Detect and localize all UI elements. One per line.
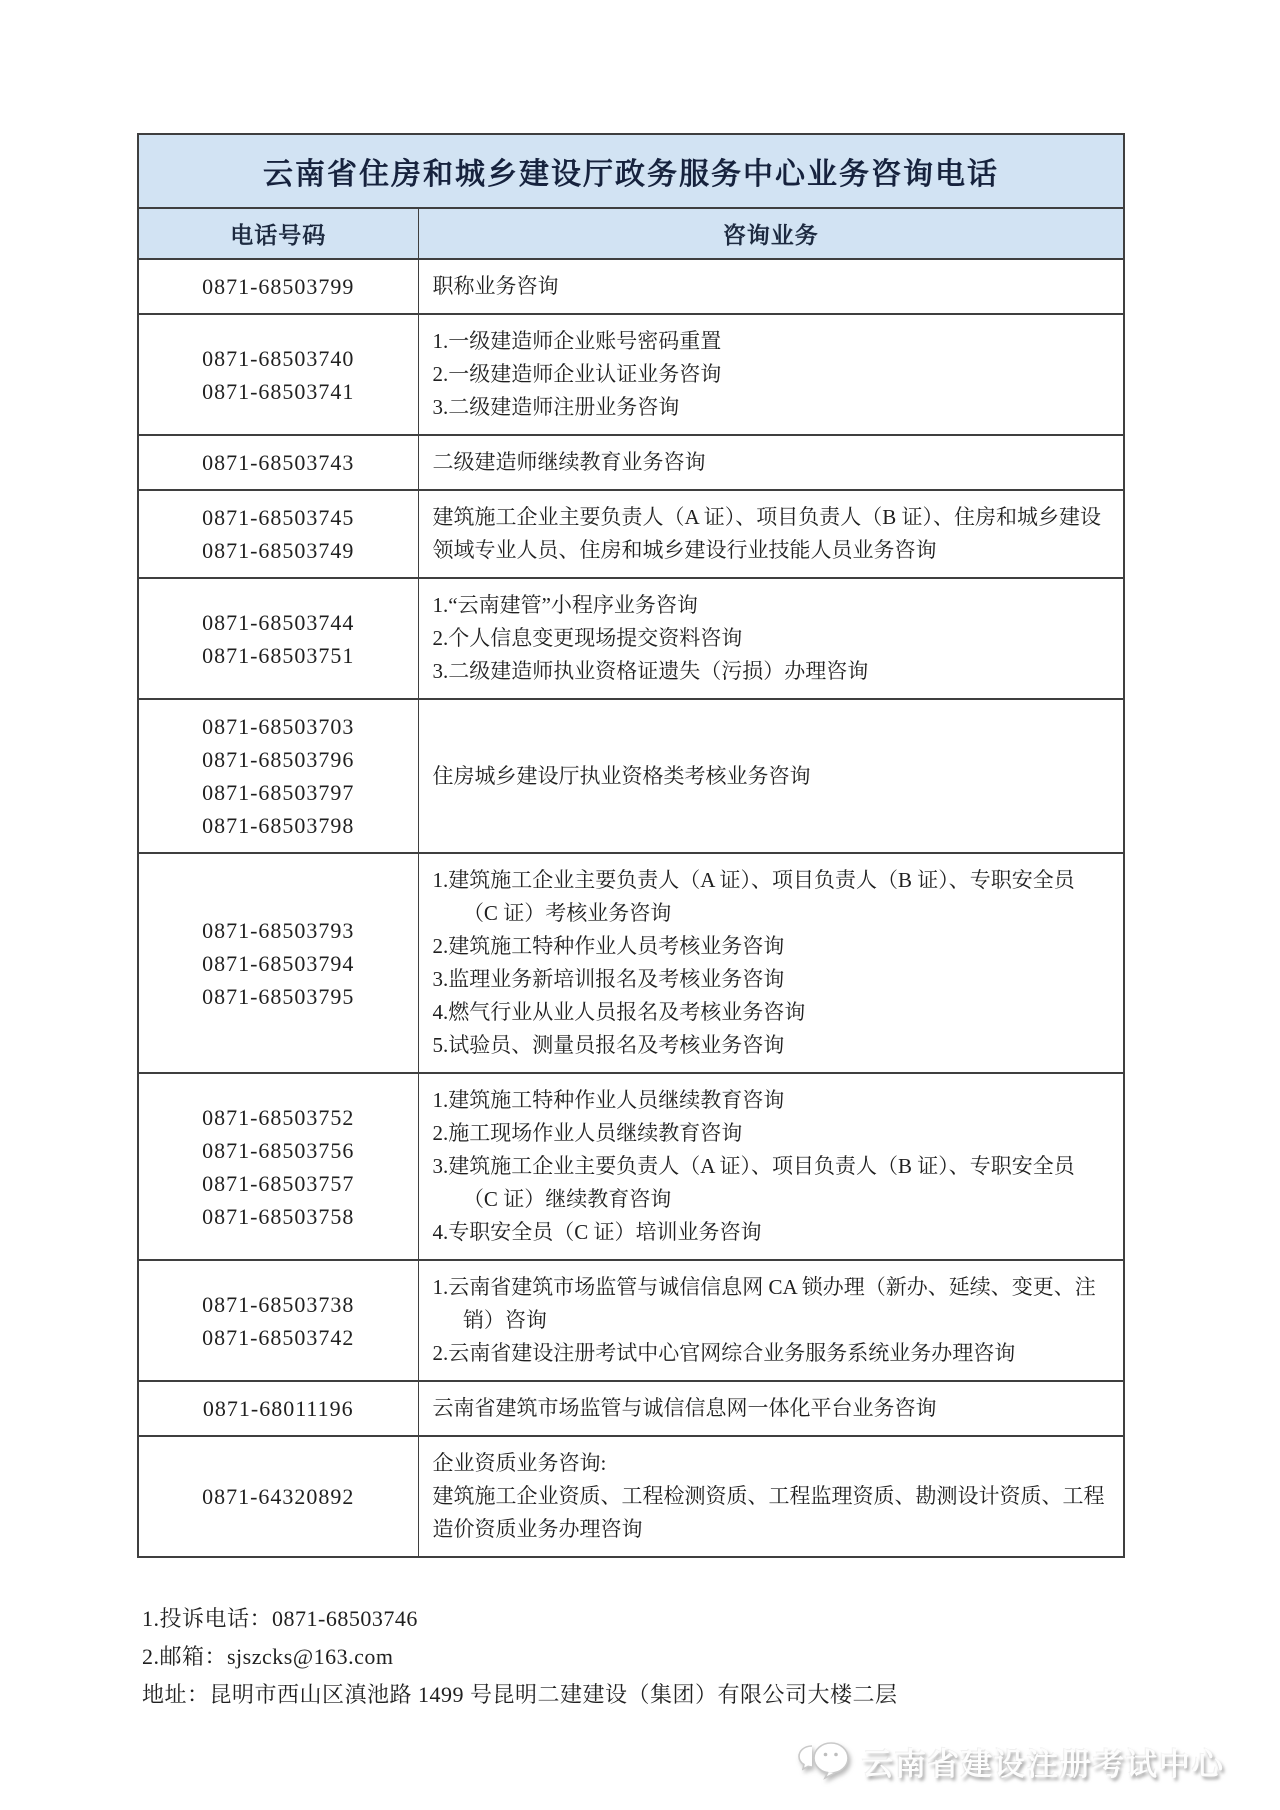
phone-cell: [138, 435, 418, 490]
service-description: 2.施工现场作业人员继续教育咨询: [432, 1121, 743, 1145]
table-title: 云南省住房和城乡建设厅政务服务中心业务咨询电话: [138, 134, 1124, 208]
service-cell: [418, 259, 1124, 314]
service-description: 1.一级建造师企业账号密码重置: [432, 329, 722, 353]
table-row: [138, 699, 1124, 853]
phone-cell: [138, 1436, 418, 1557]
service-description: 住房城乡建设厅执业资格类考核业务咨询: [432, 763, 811, 788]
phone-cell: [138, 1381, 418, 1436]
table-row: [138, 1381, 1124, 1436]
table-row: [138, 1260, 1124, 1381]
phone-number: 0871-68503744: [202, 609, 355, 635]
service-description: 职称业务咨询: [432, 274, 559, 298]
service-cell: [418, 1260, 1124, 1381]
phone-number: 0871-68011196: [202, 1396, 354, 1421]
phone-number: 0871-68503740: [202, 345, 355, 371]
service-description: 1.云南省建筑市场监管与诚信信息网 CA 锁办理（新办、延续、变更、注销）咨询: [432, 1275, 1096, 1332]
service-cell: [418, 490, 1124, 578]
phone-cell: [138, 699, 418, 853]
phone-number: 0871-68503796: [202, 747, 355, 772]
phone-number: 0871-68503799: [202, 274, 355, 299]
phone-number: 0871-68503757: [202, 1170, 355, 1196]
service-description: 3.二级建造师注册业务咨询: [432, 395, 680, 419]
service-description: 2.个人信息变更现场提交资料咨询: [432, 626, 743, 650]
footer-notes: [142, 1600, 1123, 1714]
email-line: 2.邮箱：sjszcks@163.com: [142, 1644, 394, 1669]
service-description: 4.专职安全员（C 证）培训业务咨询: [432, 1220, 762, 1244]
phone-number: 0871-68503743: [202, 450, 355, 475]
watermark: [798, 1738, 1225, 1785]
phone-number: 0871-68503797: [202, 780, 355, 805]
service-description: 二级建造师继续教育业务咨询: [432, 450, 706, 474]
service-description: 5.试验员、测量员报名及考核业务咨询: [432, 1033, 785, 1057]
service-description: 4.燃气行业从业人员报名及考核业务咨询: [432, 1000, 806, 1024]
phone-cell: [138, 314, 418, 435]
phone-cell: [138, 490, 418, 578]
service-description: 2.建筑施工特种作业人员考核业务咨询: [432, 934, 785, 958]
consultation-phone-table: [137, 133, 1125, 1558]
phone-number: 0871-68503738: [202, 1291, 355, 1317]
complaint-phone-line: 1.投诉电话：0871-68503746: [142, 1606, 418, 1631]
phone-cell: [138, 259, 418, 314]
title-row: [138, 134, 1124, 208]
service-description: 建筑施工企业资质、工程检测资质、工程监理资质、勘测设计资质、工程造价资质业务办理咨询: [432, 1484, 1105, 1541]
service-description: 1.建筑施工企业主要负责人（A 证）、项目负责人（B 证）、专职安全员（C 证）考核业务咨询: [432, 868, 1075, 925]
phone-cell: [138, 1260, 418, 1381]
service-description: 3.建筑施工企业主要负责人（A 证）、项目负责人（B 证）、专职安全员（C 证）继续教育咨询: [432, 1154, 1075, 1211]
phone-number: 0871-68503745: [202, 505, 355, 530]
service-cell: [418, 853, 1124, 1073]
column-header-phone: 电话号码: [138, 208, 418, 259]
phone-number: 0871-68503798: [202, 813, 355, 838]
phone-number: 0871-68503756: [202, 1137, 355, 1163]
address-line: 地址：昆明市西山区滇池路 1499 号昆明二建建设（集团）有限公司大楼二层: [142, 1682, 898, 1707]
phone-number: 0871-64320892: [202, 1484, 355, 1509]
table-row: [138, 853, 1124, 1073]
service-description: 云南省建筑市场监管与诚信信息网一体化平台业务咨询: [432, 1396, 937, 1420]
phone-cell: [138, 1073, 418, 1260]
phone-cell: [138, 578, 418, 699]
service-cell: [418, 435, 1124, 490]
watermark-label: 云南省建设注册考试中心: [862, 1747, 1225, 1782]
service-description: 1.建筑施工特种作业人员继续教育咨询: [432, 1088, 785, 1112]
service-cell: [418, 699, 1124, 853]
wechat-chat-bubbles-icon: [798, 1738, 854, 1785]
service-description: 1.“云南建管”小程序业务咨询: [432, 593, 698, 617]
phone-number: 0871-68503752: [202, 1104, 355, 1130]
column-header-service: 咨询业务: [418, 208, 1124, 259]
phone-number: 0871-68503741: [202, 378, 355, 404]
service-description: 3.二级建造师执业资格证遗失（污损）办理咨询: [432, 659, 869, 683]
service-cell: [418, 1381, 1124, 1436]
phone-number: 0871-68503703: [202, 714, 355, 739]
table-row: [138, 1436, 1124, 1557]
service-description: 3.监理业务新培训报名及考核业务咨询: [432, 967, 785, 991]
table-row: [138, 435, 1124, 490]
service-cell: [418, 314, 1124, 435]
table-row: [138, 1073, 1124, 1260]
phone-number: 0871-68503794: [202, 950, 355, 976]
phone-number: 0871-68503758: [202, 1203, 355, 1229]
service-cell: [418, 1073, 1124, 1260]
phone-number: 0871-68503749: [202, 538, 355, 563]
phone-cell: [138, 853, 418, 1073]
service-description: 2.云南省建设注册考试中心官网综合业务服务系统业务办理咨询: [432, 1341, 1016, 1365]
phone-number: 0871-68503751: [202, 642, 355, 668]
phone-number: 0871-68503793: [202, 917, 355, 943]
table-row: [138, 314, 1124, 435]
column-header-row: [138, 208, 1124, 259]
service-cell: [418, 578, 1124, 699]
document-page: [137, 133, 1123, 1714]
service-description: 建筑施工企业主要负责人（A 证）、项目负责人（B 证）、住房和城乡建设领域专业人员、住房和城乡建设行业技能人员业务咨询: [432, 505, 1102, 562]
table-row: [138, 490, 1124, 578]
service-description: 2.一级建造师企业认证业务咨询: [432, 362, 722, 386]
table-row: [138, 259, 1124, 314]
phone-number: 0871-68503742: [202, 1324, 355, 1350]
phone-number: 0871-68503795: [202, 983, 355, 1009]
service-description: 企业资质业务咨询:: [432, 1451, 607, 1475]
service-cell: [418, 1436, 1124, 1557]
table-row: [138, 578, 1124, 699]
